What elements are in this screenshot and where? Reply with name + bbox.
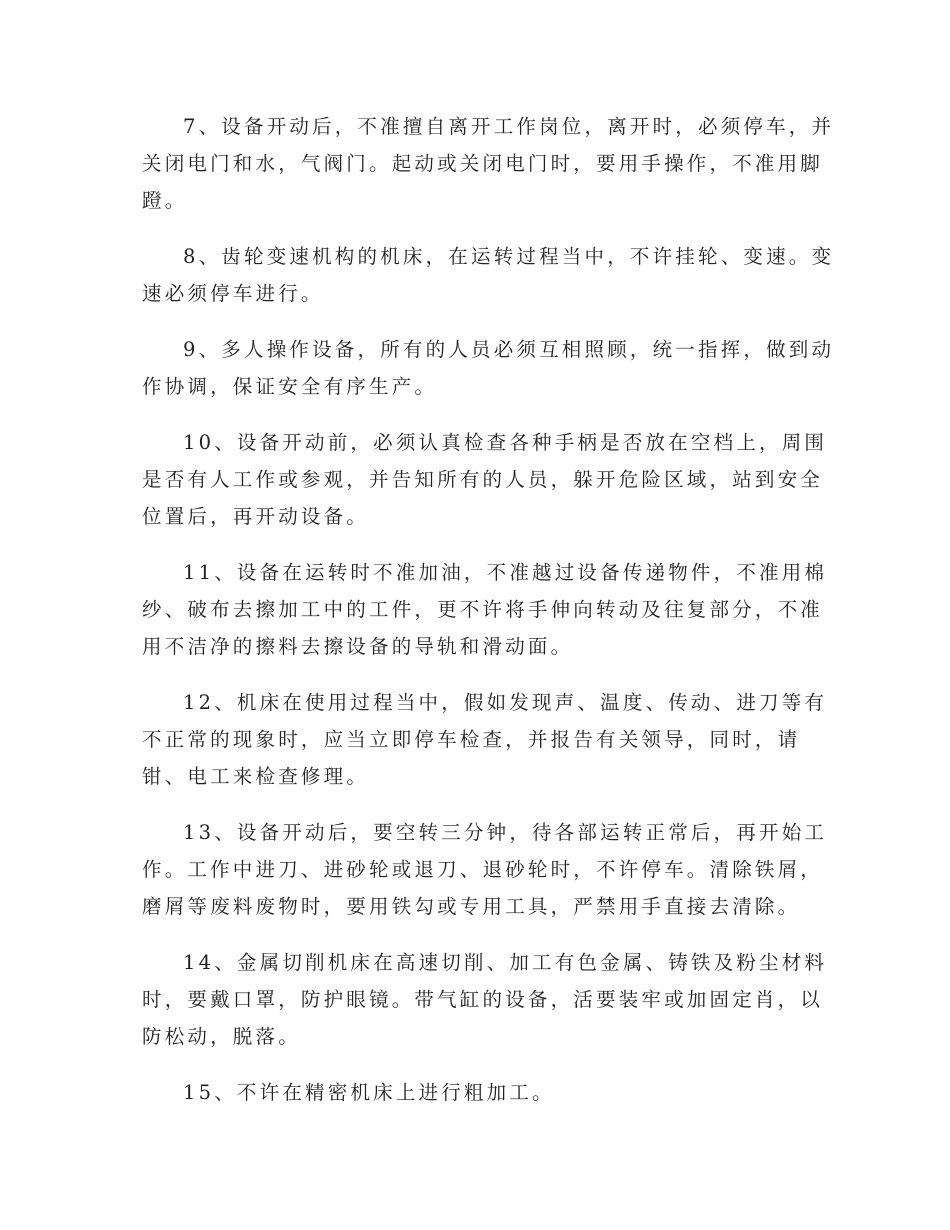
paragraph-line: 纱、破布去擦加工中的工件，更不许将手伸向转动及往复部分，不准 — [142, 598, 824, 621]
paragraph-line: 15、不许在精密机床上进行粗加工。 — [183, 1081, 555, 1104]
paragraph-rule-7 — [142, 108, 835, 219]
paragraph-line: 磨屑等废料废物时，要用铁勾或专用工具，严禁用手直接去清除。 — [142, 895, 801, 918]
paragraph-line: 14、金属切削机床在高速切削、加工有色金属、铸铁及粉尘材料 — [183, 951, 828, 974]
paragraph-rule-10 — [142, 424, 828, 535]
paragraph-rule-15 — [142, 1074, 807, 1111]
paragraph-line: 作协调，保证安全有序生产。 — [142, 375, 438, 398]
paragraph-line: 防松动，脱落。 — [142, 1025, 301, 1048]
paragraph-line: 9、多人操作设备，所有的人员必须互相照顾，统一指挥，做到动 — [183, 338, 835, 361]
paragraph-line: 作。工作中进刀、进砂轮或退刀、退砂轮时，不许停车。清除铁屑， — [142, 858, 824, 881]
paragraph-rule-12 — [142, 684, 828, 795]
paragraph-line: 用不洁净的擦料去擦设备的导轨和滑动面。 — [142, 635, 574, 658]
paragraph-rule-11 — [142, 554, 828, 665]
paragraph-line: 12、机床在使用过程当中，假如发现声、温度、传动、进刀等有 — [183, 691, 828, 714]
paragraph-rule-8 — [142, 238, 835, 312]
paragraph-line: 7、设备开动后，不准擅自离开工作岗位，离开时，必须停车，并 — [183, 115, 835, 138]
paragraph-rule-14 — [142, 944, 828, 1055]
paragraph-line: 13、设备开动后，要空转三分钟，待各部运转正常后，再开始工 — [183, 821, 828, 844]
paragraph-line: 10、设备开动前，必须认真检查各种手柄是否放在空档上，周围 — [183, 431, 828, 454]
paragraph-rule-13 — [142, 814, 828, 925]
paragraph-line: 速必须停车进行。 — [142, 282, 324, 305]
paragraph-rule-9 — [142, 331, 835, 405]
paragraph-line: 是否有人工作或参观，并告知所有的人员，躲开危险区域，站到安全 — [142, 468, 824, 491]
paragraph-line: 蹬。 — [142, 189, 188, 212]
paragraph-line: 关闭电门和水，气阀门。起动或关闭电门时，要用手操作，不准用脚 — [142, 152, 824, 175]
paragraph-line: 11、设备在运转时不准加油，不准越过设备传递物件，不准用棉 — [183, 561, 828, 584]
paragraph-line: 不正常的现象时，应当立即停车检查，并报告有关领导，同时，请 — [142, 728, 801, 751]
paragraph-line: 钳、电工来检查修理。 — [142, 765, 370, 788]
paragraph-line: 位置后，再开动设备。 — [142, 505, 370, 528]
document-body — [142, 108, 835, 1130]
paragraph-line: 时，要戴口罩，防护眼镜。带气缸的设备，活要装牢或加固定肖，以 — [142, 988, 824, 1011]
paragraph-line: 8、齿轮变速机构的机床，在运转过程当中，不许挂轮、变速。变 — [183, 245, 835, 268]
